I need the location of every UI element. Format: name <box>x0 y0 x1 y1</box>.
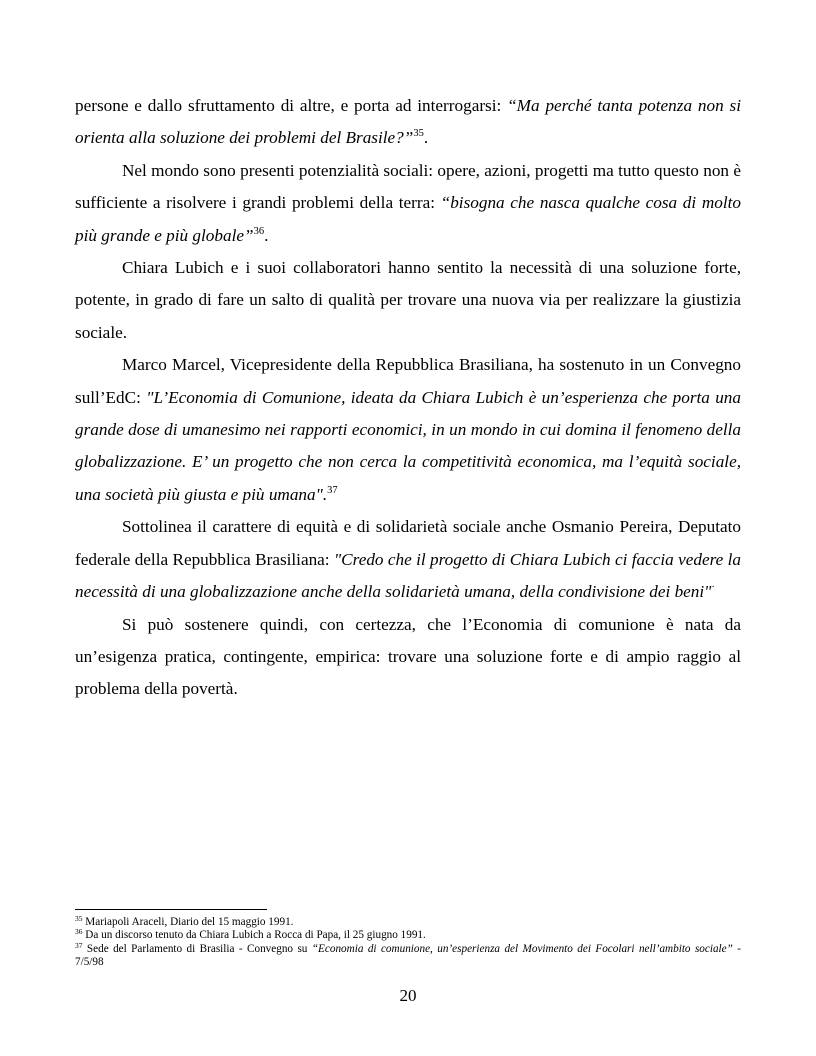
footnote-37-quote: “Economia di comunione, un’esperienza del Movimento dei Focolari nell’ambito sociale” <box>311 942 733 955</box>
footnote-35-text: Mariapoli Araceli, Diario del 15 maggio 1991. <box>82 916 294 928</box>
paragraph-1 <box>75 90 741 155</box>
paragraph-1-text: persone e dallo sfruttamento di altre, e porta ad interrogarsi: <box>75 96 508 115</box>
paragraph-3: Chiara Lubich e i suoi collaboratori hanno sentito la necessità di una soluzione forte, potente, in grado di fare un salto di qualità per trovare una nuova via per realizzare la giustizia sociale. <box>75 258 741 342</box>
paragraph-2-end: . <box>264 225 269 245</box>
footnote-ref-35: 35 <box>413 128 424 140</box>
footnote-37-number: 37 <box>75 940 83 950</box>
footnote-separator <box>75 909 267 910</box>
footnote-ref-36: 36 <box>253 225 265 237</box>
footnotes <box>75 916 741 969</box>
paragraph-4 <box>75 349 741 511</box>
paragraph-2-text: Nel mondo sono presenti potenzialità sociali: opere, azioni, progetti ma tutto questo non è sufficiente a risolvere i grandi problemi della terra: <box>75 160 741 213</box>
paragraph-4-text: Marco Marcel, Vicepresidente della Repubblica Brasiliana, ha sostenuto in un Convegno sull’EdC: <box>75 355 741 407</box>
footnote-37-date: - 7/5/98 <box>75 942 742 968</box>
quote-potenza: “Ma perché tanta potenza non si orienta alla soluzione dei problemi del Brasile?” <box>75 96 741 148</box>
footnote-mark: · <box>711 582 715 594</box>
footnote-37-text: Sede del Parlamento di Brasilia - Convegno su <box>82 942 312 955</box>
paragraph-5-text: Sottolinea il carattere di equità e di solidarietà sociale anche Osmanio Pereira, Deputato federale della Repubblica Brasiliana: <box>75 517 741 569</box>
footnote-ref-37: 37 <box>327 484 338 496</box>
footnote-35 <box>75 916 741 929</box>
footnote-36-number: 36 <box>75 927 83 937</box>
paragraph-2 <box>75 155 741 252</box>
quote-globale: “bisogna che nasca qualche cosa di molto più grande e più globale” <box>75 193 741 245</box>
paragraph-5 <box>75 511 741 608</box>
footnote-36 <box>75 929 741 942</box>
page-number: 20 <box>399 986 417 1005</box>
quote-pereira: "Credo che il progetto di Chiara Lubich ci faccia vedere la necessità di una globalizzazione anche della solidarietà umana, della condivisione dei beni" <box>75 549 741 602</box>
paragraph-6: Si può sostenere quindi, con certezza, che l’Economia di comunione è nata da un’esigenza pratica, contingente, empirica: trovare una soluzione forte e di ampio raggio al problema della povertà. <box>75 614 741 699</box>
body-text <box>75 90 741 706</box>
paragraph-1-end: . <box>423 128 429 148</box>
footnote-36-text: Da un discorso tenuto da Chiara Lubich a Rocca di Papa, il 25 giugno 1991. <box>82 929 426 942</box>
footnote-37 <box>75 940 742 970</box>
quote-marcel: "L’Economia di Comunione, ideata da Chiara Lubich è un’esperienza che porta una grande dose di umanesimo nei rapporti economici, in un mondo in cui domina il fenomeno della globalizzazione. E’ un progetto che non cerca la competitività economica, ma l’equità sociale, una società più giusta e più umana". <box>75 387 741 504</box>
footnote-35-number: 35 <box>75 914 83 923</box>
